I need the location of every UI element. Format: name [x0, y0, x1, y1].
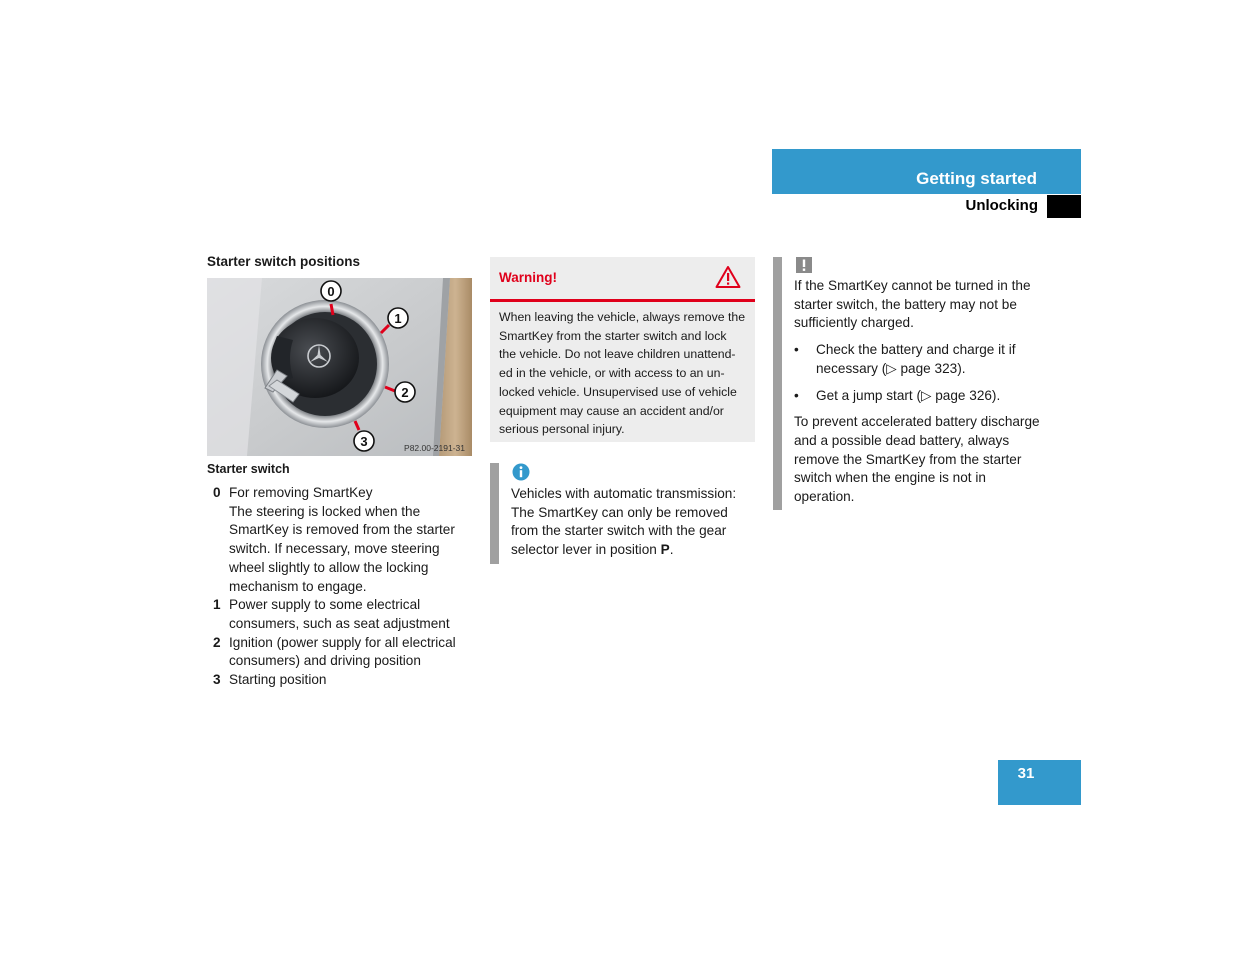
chapter-header	[772, 149, 1081, 194]
notice-bar	[773, 257, 782, 510]
page-number-box	[998, 760, 1081, 805]
info-text: Vehicles with automatic transmission: The SmartKey can only be removed from the starter switch with the gear selector lever in position P.	[511, 486, 737, 558]
section-marker	[1047, 195, 1081, 218]
position-number: 0	[213, 485, 221, 500]
position-item-1	[213, 596, 475, 633]
callout-1	[388, 308, 408, 328]
warning-box	[490, 257, 755, 442]
notice-bullet: • Get a jump start (▷ page 326).	[794, 387, 1044, 406]
notice-box	[773, 257, 1053, 510]
position-label: Ignition (power supply for all electrical consumers) and driving position	[229, 634, 456, 669]
notice-text	[794, 277, 1044, 515]
position-label: For removing SmartKey	[229, 485, 373, 500]
bullet-dot: •	[794, 387, 799, 403]
notice-intro: If the SmartKey cannot be turned in the starter switch, the battery may not be sufficiently charged.	[794, 278, 1031, 331]
starter-switch-heading: Starter switch positions	[207, 254, 361, 269]
photo-caption: Starter switch	[207, 462, 290, 476]
section-title: Unlocking	[965, 197, 1038, 214]
position-label: Starting position	[229, 672, 327, 688]
callout-2	[395, 382, 415, 402]
info-icon	[512, 463, 530, 486]
warning-header	[490, 257, 755, 302]
position-detail: The steering is locked when the SmartKey is removed from the starter switch. If necessary, move steering wheel slightly to allow the locking mechanism to engage.	[229, 503, 455, 594]
starter-switch-photo	[207, 278, 472, 456]
info-bar	[490, 463, 499, 564]
info-box	[490, 463, 755, 564]
chapter-title: Getting started	[916, 169, 1037, 188]
warning-label: Warning!	[499, 270, 557, 285]
notice-outro: To prevent accelerated battery discharge and a possible dead battery, always remove the SmartKey from the starter switch when the engine is not in operation.	[794, 414, 1040, 505]
position-label: Power supply to some electrical consumers, such as seat adjustment	[229, 597, 450, 631]
page-number: 31	[1017, 765, 1035, 782]
position-item-3	[213, 671, 475, 690]
position-list	[213, 484, 475, 690]
position-item-0	[213, 484, 475, 596]
position-item-2	[213, 634, 475, 671]
warning-triangle-icon	[715, 265, 741, 294]
position-number: 3	[213, 672, 221, 688]
callout-3	[354, 431, 374, 451]
svg-text:0: 0	[327, 284, 335, 299]
position-number: 2	[213, 634, 221, 650]
image-code: P82.00-2191-31	[404, 443, 465, 453]
svg-text:2: 2	[401, 385, 409, 400]
svg-text:1: 1	[394, 311, 402, 326]
notice-bullet: • Check the battery and charge it if necessary (▷ page 323).	[794, 341, 1044, 378]
position-number: 1	[213, 597, 221, 613]
svg-text:3: 3	[360, 434, 368, 449]
callout-0	[321, 281, 341, 301]
bullet-dot: •	[794, 342, 799, 358]
warning-text: When leaving the vehicle, always remove the SmartKey from the starter switch and lock the vehicle. Do not leave children unattend- ed in the vehicle, or with access to an un- locked vehicle. Unsupervised use of vehicle equipment may cause an accident and/or serious personal injury.	[499, 310, 746, 437]
exclamation-icon	[796, 257, 812, 278]
